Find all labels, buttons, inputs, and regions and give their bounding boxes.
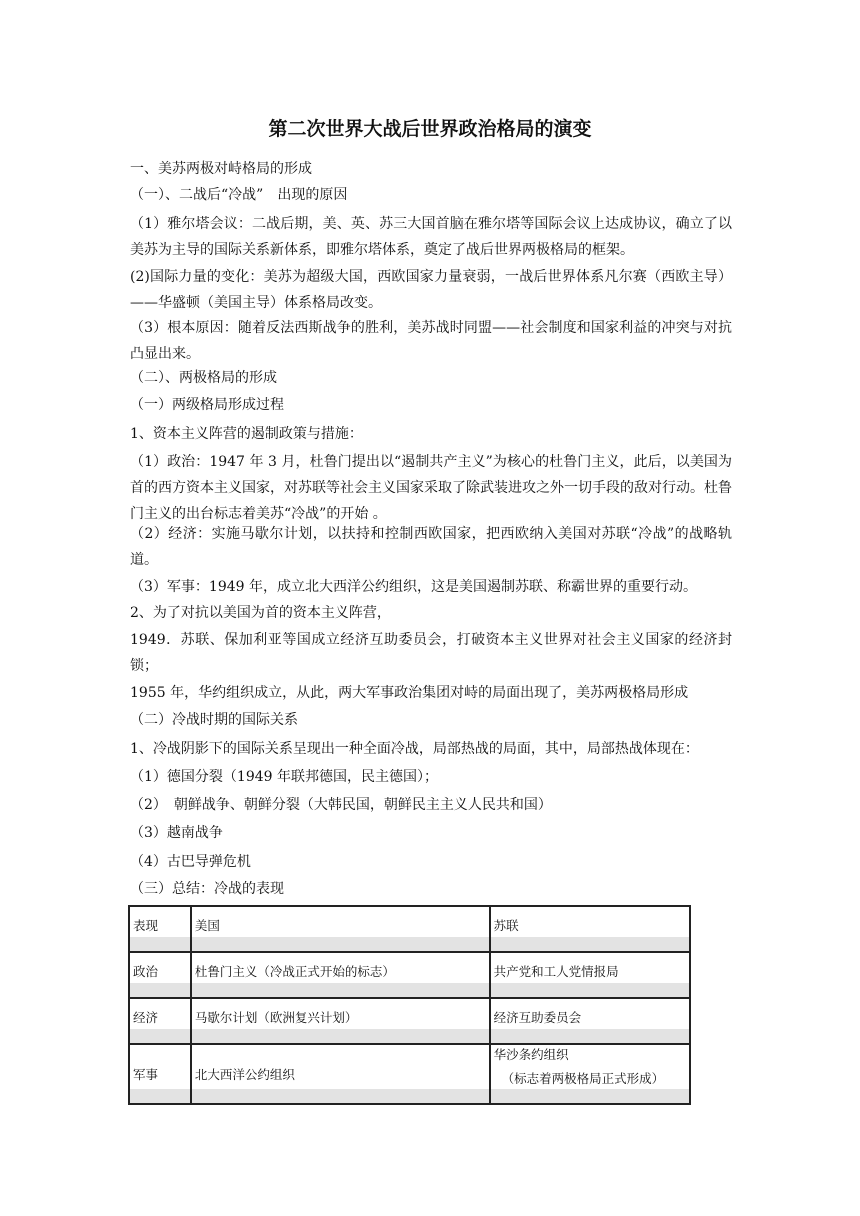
table-cell: 马歇尔计划（欧洲复兴计划） xyxy=(191,998,490,1044)
table-cell: 北大西洋公约组织 xyxy=(191,1044,490,1104)
table-cell: 共产党和工人党情报局 xyxy=(490,952,690,998)
subsection-heading: （一）、二战后“冷战” 出现的原因 xyxy=(130,187,348,203)
table-row xyxy=(129,952,690,998)
list-item: （1）德国分裂（1949 年联邦德国，民主德国）； xyxy=(130,769,438,785)
table-cell: 经济互助委员会 xyxy=(490,998,690,1044)
section-heading-1: 一、美苏两极对峙格局的形成 xyxy=(130,161,312,177)
subsection-heading: （三）总结：冷战的表现 xyxy=(130,881,284,897)
paragraph-root-cause: （3）根本原因：随着反法西斯战争的胜利，美苏战时同盟——社会制度和国家利益的冲突与对抗凸显出来。 xyxy=(130,320,732,362)
table-cell xyxy=(490,1044,690,1104)
paragraph-comecon: 1949．苏联、保加利亚等国成立经济互助委员会，打破资本主义世界对社会主义国家的经济封锁； xyxy=(130,632,732,674)
table-header-cell: 苏联 xyxy=(490,906,690,952)
paragraph-economy: （2）经济：实施马歇尔计划，以扶持和控制西欧国家，把西欧纳入美国对苏联“冷战”的战略轨道。 xyxy=(130,526,732,568)
list-heading: 2、为了对抗以美国为首的资本主义阵营， xyxy=(130,605,391,621)
paragraph-yalta: （1）雅尔塔会议：二战后期，美、英、苏三大国首脑在雅尔塔等国际会议上达成协议，确立了以美苏为主导的国际关系新体系，即雅尔塔体系，奠定了战后世界两极格局的框架。 xyxy=(130,216,732,258)
table-cell: 军事 xyxy=(129,1044,191,1104)
table-row xyxy=(129,1044,690,1104)
list-item: （3）越南战争 xyxy=(130,825,223,841)
paragraph-power-change: (2)国际力量的变化：美苏为超级大国，西欧国家力量衰弱，一战后世界体系凡尔赛（西欧主导）——华盛顿（美国主导）体系格局改变。 xyxy=(130,269,732,311)
table-header-cell: 表现 xyxy=(129,906,191,952)
table-cell: 杜鲁门主义（冷战正式开始的标志） xyxy=(191,952,490,998)
document-title: 第二次世界大战后世界政治格局的演变 xyxy=(268,118,592,140)
paragraph-military: （3）军事：1949 年，成立北大西洋公约组织，这是美国遏制苏联、称霸世界的重要行动。 xyxy=(130,579,697,595)
subsection-heading: （二）、两极格局的形成 xyxy=(130,370,277,386)
list-item: （4）古巴导弹危机 xyxy=(130,854,251,870)
paragraph-hot-war: 1、冷战阴影下的国际关系呈现出一种全面冷战，局部热战的局面，其中，局部热战体现在： xyxy=(130,741,699,757)
paragraph-politics: （1）政治：1947 年 3 月，杜鲁门提出以“遏制共产主义”为核心的杜鲁门主义，此后，以美国为首的西方资本主义国家，对苏联等社会主义国家采取了除武装进攻之外一切手段的敌对行动。杜鲁门主义的出台标志着美苏“冷战”的开始 。 xyxy=(130,454,732,522)
list-heading: 1、资本主义阵营的遏制政策与措施： xyxy=(130,426,363,442)
cold-war-table xyxy=(128,905,691,1105)
subsection-heading: （一）两级格局形成过程 xyxy=(130,397,284,413)
subsection-heading: （二）冷战时期的国际关系 xyxy=(130,712,298,728)
paragraph-warsaw-pact: 1955 年，华约组织成立，从此，两大军事政治集团对峙的局面出现了，美苏两极格局形成 xyxy=(130,685,689,701)
list-item: （2） 朝鲜战争、朝鲜分裂（大韩民国，朝鲜民主主义人民共和国） xyxy=(130,797,552,813)
table-cell-note: （标志着两极格局正式形成） xyxy=(501,1071,665,1086)
table-cell: 政治 xyxy=(129,952,191,998)
table-header-cell: 美国 xyxy=(191,906,490,952)
table-header-row xyxy=(129,906,690,952)
table-cell: 经济 xyxy=(129,998,191,1044)
table-row xyxy=(129,998,690,1044)
table-cell-line: 华沙条约组织 xyxy=(493,1047,569,1062)
